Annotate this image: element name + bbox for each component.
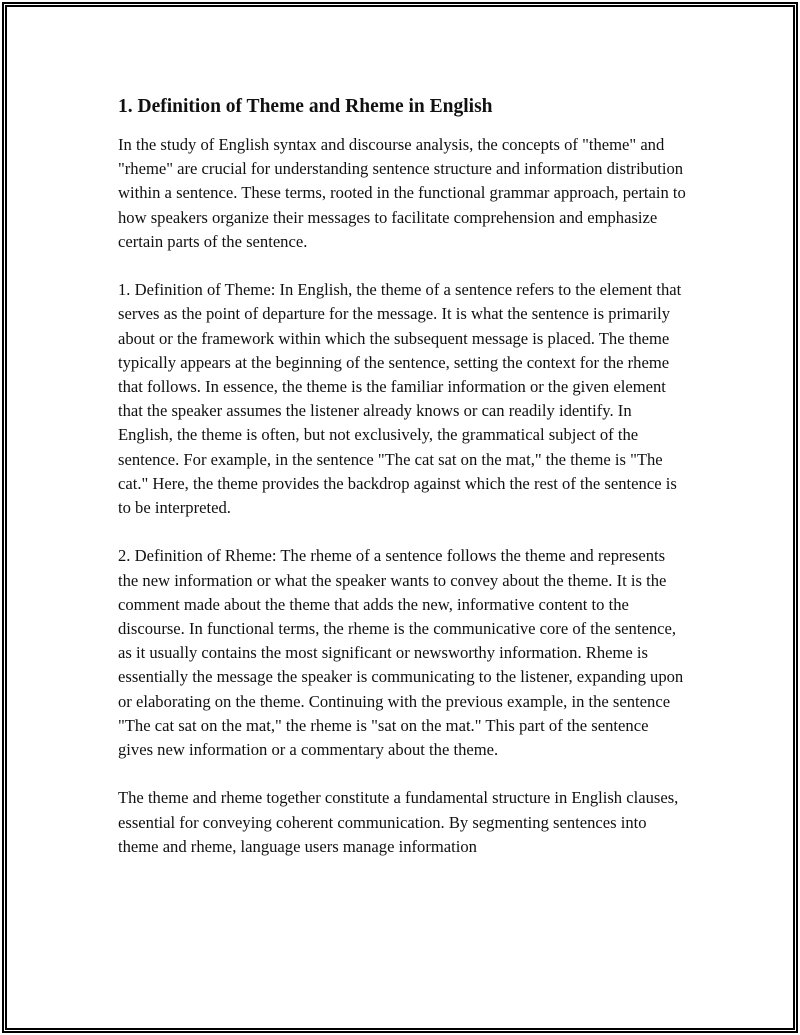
rheme-definition-paragraph: 2. Definition of Rheme: The rheme of a sentence follows the theme and represents the new information or what the speaker wants to convey about the theme. It is the comment made about the theme that adds the new, informative content to the discourse. In functional terms, the rheme is the communicative core of the sentence, as it usually contains the most significant or newsworthy information. Rheme is essentially the message the speaker is communicating to the listener, expanding upon or elaborating on the theme. Continuing with the previous example, in the sentence "The cat sat on the mat," the rheme is "sat on the mat." This part of the sentence gives new information or a commentary about the theme. [118, 546, 684, 760]
theme-definition-paragraph: 1. Definition of Theme: In English, the theme of a sentence refers to the element that serves as the point of departure for the message. It is what the sentence is primarily about or the framework within which the subsequent message is placed. The theme typically appears at the beginning of the sentence, setting the context for the rheme that follows. In essence, the theme is the familiar information or the given element that the speaker assumes the listener already knows or can readily identify. In English, the theme is often, but not exclusively, the grammatical subject of the sentence. For example, in the sentence "The cat sat on the mat," the theme is "The cat." Here, the theme provides the backdrop against which the rest of the sentence is to be interpreted. [118, 280, 682, 518]
conclusion-paragraph: The theme and rheme together constitute a fundamental structure in English clauses, essential for conveying coherent communication. By segmenting sentences into theme and rheme, language users manage information [118, 788, 679, 856]
document-body [118, 94, 686, 883]
intro-paragraph: In the study of English syntax and discourse analysis, the concepts of "theme" and "rheme" are crucial for understanding sentence structure and information distribution within a sentence. These terms, rooted in the functional grammar approach, pertain to how speakers organize their messages to facilitate comprehension and emphasize certain parts of the sentence. [118, 135, 686, 251]
section-heading: 1. Definition of Theme and Rheme in English [118, 96, 493, 117]
